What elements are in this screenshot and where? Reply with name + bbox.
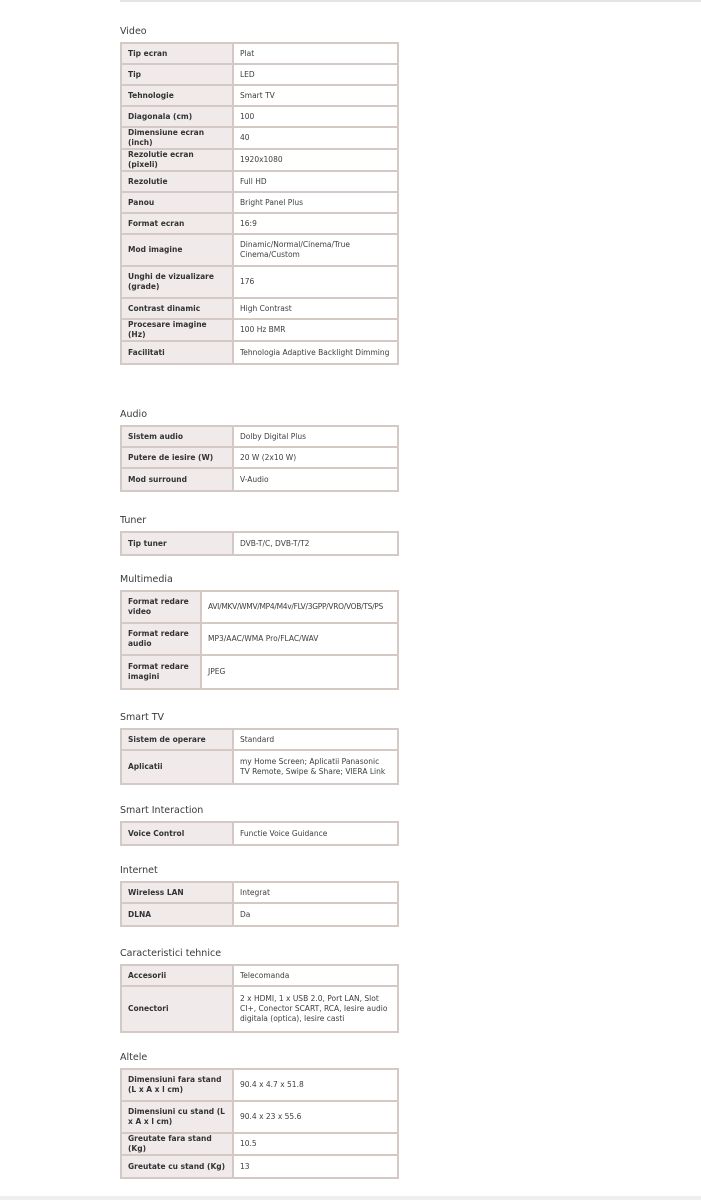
table-row [122,469,397,490]
section-title: Audio [120,409,148,420]
spec-label: Format ecran [122,214,234,235]
table-row [122,730,397,751]
spec-value: Dinamic/Normal/Cinema/True Cinema/Custom [234,235,397,267]
table-row [122,1070,397,1102]
table-row [122,883,397,904]
table-row [122,987,397,1031]
spec-label: Contrast dinamic [122,299,234,320]
spec-table-audio [120,425,399,492]
spec-value: Plat [234,44,397,65]
spec-label: Rezolutie ecran (pixeli) [122,150,234,172]
spec-table-tuner [120,531,399,556]
spec-value: 2 x HDMI, 1 x USB 2.0, Port LAN, Slot CI+, Conector SCART, RCA, Iesire audio digitala (optica), Iesire casti [234,987,397,1031]
table-row [122,86,397,107]
table-row [122,299,397,320]
spec-value: Telecomanda [234,966,397,987]
table-row [122,1134,397,1156]
spec-label: Procesare imagine (Hz) [122,320,234,342]
section-title: Internet [120,865,158,876]
table-row [122,904,397,925]
spec-label: Sistem de operare [122,730,234,751]
section-title: Multimedia [120,574,173,585]
spec-label: Aplicatii [122,751,234,783]
table-row [122,751,397,783]
table-row [122,172,397,193]
spec-value: 90.4 x 23 x 55.6 [234,1102,397,1134]
spec-label: Format redare video [122,592,202,624]
spec-label: Diagonala (cm) [122,107,234,128]
spec-value: 13 [234,1156,397,1177]
table-row [122,65,397,86]
spec-value: Integrat [234,883,397,904]
spec-value: 20 W (2x10 W) [234,448,397,469]
spec-label: Greutate cu stand (Kg) [122,1156,234,1177]
spec-value: Smart TV [234,86,397,107]
table-row [122,342,397,363]
spec-label: DLNA [122,904,234,925]
spec-label: Dimensiuni fara stand (L x A x l cm) [122,1070,234,1102]
spec-table-multimedia [120,590,399,690]
table-row [122,214,397,235]
spec-value: Functie Voice Guidance [234,823,397,844]
table-row [122,823,397,844]
spec-value: AVI/MKV/WMV/MP4/M4v/FLV/3GPP/VRO/VOB/TS/PS [202,592,397,624]
spec-label: Dimensiune ecran (inch) [122,128,234,150]
section-title: Caracteristici tehnice [120,948,222,959]
spec-table-altele [120,1068,399,1179]
spec-value: 90.4 x 4.7 x 51.8 [234,1070,397,1102]
spec-table-internet [120,881,399,927]
spec-label: Tehnologie [122,86,234,107]
spec-table-smart-interaction [120,821,399,846]
spec-table-caracteristici [120,964,399,1033]
table-row [122,320,397,342]
spec-label: Panou [122,193,234,214]
spec-value: Da [234,904,397,925]
spec-label: Accesorii [122,966,234,987]
spec-label: Rezolutie [122,172,234,193]
section-title: Smart TV [120,712,165,723]
table-row [122,150,397,172]
spec-table-smart-tv [120,728,399,785]
top-divider [120,0,701,2]
spec-value: 100 [234,107,397,128]
bottom-divider [0,1196,701,1200]
spec-label: Dimensiuni cu stand (L x A x l cm) [122,1102,234,1134]
spec-label: Facilitati [122,342,234,363]
spec-label: Format redare imagini [122,656,202,688]
section-title: Tuner [120,515,147,526]
spec-value: 16:9 [234,214,397,235]
table-row [122,592,397,624]
spec-label: Voice Control [122,823,234,844]
spec-value: DVB-T/C, DVB-T/T2 [234,533,397,554]
spec-value: Bright Panel Plus [234,193,397,214]
spec-label: Unghi de vizualizare (grade) [122,267,234,299]
spec-label: Tip tuner [122,533,234,554]
table-row [122,1102,397,1134]
table-row [122,128,397,150]
table-row [122,656,397,688]
table-row [122,235,397,267]
spec-label: Mod imagine [122,235,234,267]
spec-value: Full HD [234,172,397,193]
spec-value: V-Audio [234,469,397,490]
spec-value: 1920x1080 [234,150,397,172]
table-row [122,193,397,214]
spec-label: Conectori [122,987,234,1031]
spec-value: 100 Hz BMR [234,320,397,342]
table-row [122,107,397,128]
spec-label: Greutate fara stand (Kg) [122,1134,234,1156]
table-row [122,448,397,469]
spec-value: LED [234,65,397,86]
table-row [122,44,397,65]
spec-value: High Contrast [234,299,397,320]
table-row [122,1156,397,1177]
table-row [122,533,397,554]
spec-value: my Home Screen; Aplicatii Panasonic TV Remote, Swipe & Share; VIERA Link [234,751,397,783]
spec-value: MP3/AAC/WMA Pro/FLAC/WAV [202,624,397,656]
table-row [122,267,397,299]
spec-value: Tehnologia Adaptive Backlight Dimming [234,342,397,363]
spec-value: Dolby Digital Plus [234,427,397,448]
spec-label: Tip [122,65,234,86]
spec-value: 40 [234,128,397,150]
section-title: Video [120,26,147,37]
table-row [122,624,397,656]
spec-label: Putere de iesire (W) [122,448,234,469]
table-row [122,966,397,987]
section-title: Smart Interaction [120,805,204,816]
spec-value: 10.5 [234,1134,397,1156]
table-row [122,427,397,448]
section-title: Altele [120,1052,148,1063]
spec-label: Wireless LAN [122,883,234,904]
spec-label: Mod surround [122,469,234,490]
spec-value: 176 [234,267,397,299]
spec-value: Standard [234,730,397,751]
spec-label: Tip ecran [122,44,234,65]
spec-label: Sistem audio [122,427,234,448]
spec-table-video [120,42,399,365]
spec-value: JPEG [202,656,397,688]
spec-label: Format redare audio [122,624,202,656]
